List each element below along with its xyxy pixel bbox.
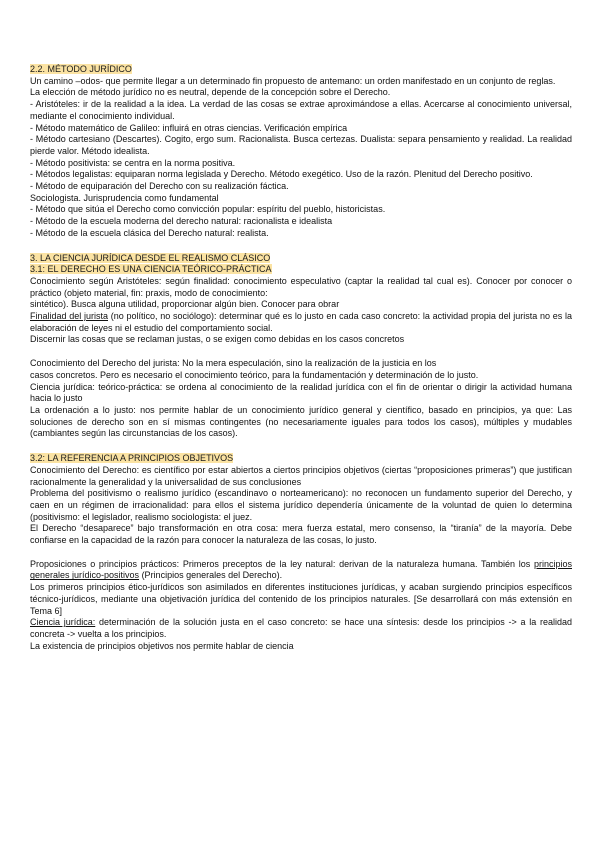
paragraph: casos concretos. Pero es necesario el conocimiento teórico, para la fundamentación y determinación de lo justo.	[30, 369, 479, 380]
paragraph: El Derecho “desaparece” bajo transformación en otra cosa: mera fuerza estatal, mero consenso, la “tiranía” de la mayoría. Debe confiarse en la capacidad de la razón para conocer la naturaleza de las cosas, lo justo.	[30, 523, 572, 546]
paragraph: La ordenación a lo justo: nos permite hablar de un conocimiento jurídico general y científico, basado en principios, ya que: Las soluciones de derecho son en sí mismas contingentes (no necesariamente iguales para todos los casos), múltiples y mudables (cambiantes según las circunstancias de los casos).	[30, 404, 572, 439]
section-3-2-heading	[30, 453, 572, 465]
paragraph: La existencia de principios objetivos nos permite hablar de ciencia	[30, 640, 294, 651]
paragraph: Finalidad del jurista (no político, no sociólogo): determinar qué es lo justo en cada caso concreto: la actividad propia del jurista no es la elaboración de leyes ni el estudio del comportamiento social.	[30, 311, 573, 333]
paragraph: Un camino –odos- que permite llegar a un determinado fin propuesto de antemano: un orden manifestado en un conjunto de reglas.	[30, 75, 556, 86]
paragraph: - Método de equiparación del Derecho con su realización fáctica.	[30, 181, 289, 192]
paragraph: - Método positivista: se centra en la norma positiva.	[30, 157, 236, 168]
underlined-term: Ciencia jurídica:	[30, 617, 96, 628]
paragraph: - Método que sitúa el Derecho como convicción popular: espíritu del pueblo, historicistas.	[30, 204, 386, 215]
paragraph: Ciencia jurídica: teórico-práctica: se ordena al conocimiento de la realidad jurídica con el fin de orientar o dirigir la actividad humana hacia lo justo	[30, 381, 572, 404]
paragraph: sintético). Busca alguna utilidad, proporcionar algún bien. Conocer para obrar	[30, 299, 340, 310]
section-3-1-heading	[30, 264, 572, 276]
paragraph: - Método matemático de Galileo: influirá en otras ciencias. Verificación empírica	[30, 122, 348, 133]
paragraph: Discernir las cosas que se reclaman justas, o se exigen como debidas en los casos concretos	[30, 334, 405, 345]
section-3-2-title: 3.2: LA REFERENCIA A PRINCIPIOS OBJETIVOS	[30, 453, 234, 464]
section-2-2-heading	[30, 64, 572, 76]
paragraph: Problema del positivismo o realismo jurídico (escandinavo o norteamericano): no reconocen un fundamento superior del Derecho, y caen en un régimen de irracionalidad: para ellos el sistema jurídico dependería únicamente de la voluntad de quien lo determina (positivismo: el legislador, realismo sociologista: el juez.	[30, 488, 572, 522]
paragraph: Proposiciones o principios prácticos: Primeros preceptos de la ley natural: derivan de la naturaleza humana. También los principios generales jurídico-positivos (Principios generales del Derecho).	[30, 558, 572, 581]
paragraph: - Aristóteles: ir de la realidad a la idea. La verdad de las cosas se extrae aproximándose a ellas. Acercarse al conocimiento universal, mediante el conocimiento individual.	[30, 99, 572, 121]
section-2-2-title: 2.2. MÉTODO JURÍDICO	[30, 64, 132, 74]
underlined-term: principios generales jurídico-positivos	[30, 558, 572, 581]
paragraph: Ciencia jurídica: determinación de la solución justa en el caso concreto: se hace una síntesis: desde los principios -> a la realidad concreta -> vuelta a los principios.	[30, 617, 572, 639]
paragraph: Conocimiento del Derecho: es científico por estar abiertos a ciertos principios objetivos (ciertas “proposiciones primeras”) que justifican racionalmente la generalidad y la universalidad de sus conclusiones	[30, 464, 572, 487]
paragraph: La elección de método jurídico no es neutral, depende de la concepción sobre el Derecho.	[30, 87, 391, 98]
section-3-1-title: 3.1: EL DERECHO ES UNA CIENCIA TEÓRICO-PRÁCTICA	[30, 264, 272, 275]
paragraph: Conocimiento según Aristóteles: según finalidad: conocimiento especulativo (captar la realidad tal cual es). Conocer por conocer o práctico (objeto material, fin: praxis, modo de conocimiento:	[30, 275, 572, 298]
paragraph: Conocimiento del Derecho del jurista: No la mera especulación, sino la realización de la justicia en los	[30, 358, 437, 369]
section-3-heading	[30, 253, 572, 265]
paragraph: Los primeros principios ético-jurídicos son asimilados en diferentes instituciones jurídicas, y acaban surgiendo principios específicos técnico-jurídicos, mediante una objetivación jurídica del contenido de los principios naturales. [Se desarrollará con más extensión en Tema 6]	[30, 582, 572, 616]
document-page	[30, 64, 572, 652]
paragraph: - Métodos legalistas: equiparan norma legislada y Derecho. Método exegético. Uso de la razón. Plenitud del Derecho positivo.	[30, 169, 533, 180]
section-3-title: 3. LA CIENCIA JURÍDICA DESDE EL REALISMO CLÁSICO	[30, 252, 271, 263]
underlined-term: Finalidad del jurista	[30, 311, 108, 322]
paragraph: - Método cartesiano (Descartes). Cogito, ergo sum. Racionalista. Busca certezas. Dualista: separa pensamiento y realidad. La realidad pierde valor. Método idealista.	[30, 134, 572, 156]
paragraph: Sociologista. Jurisprudencia como fundamental	[30, 192, 219, 203]
paragraph: - Método de la escuela moderna del derecho natural: racionalista e idealista	[30, 216, 333, 227]
paragraph: - Método de la escuela clásica del Derecho natural: realista.	[30, 227, 269, 238]
